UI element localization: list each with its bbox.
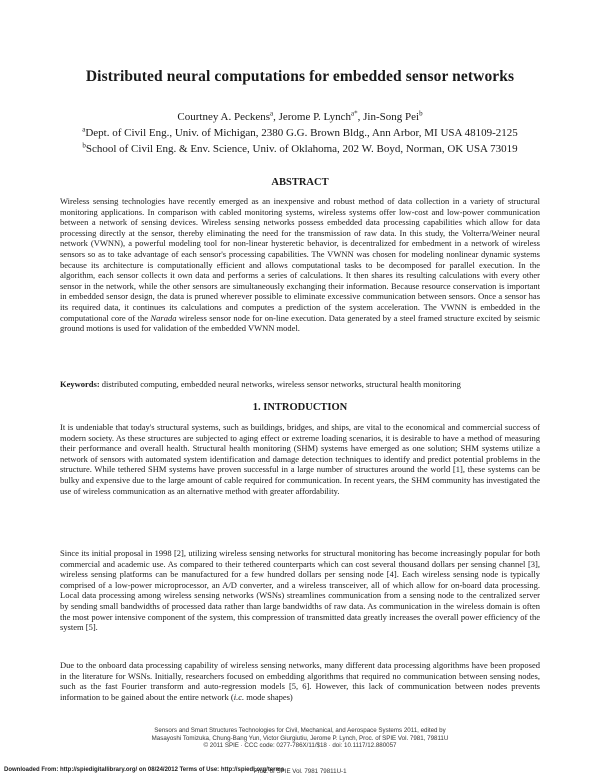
affiliation-superscript: b	[82, 141, 86, 150]
abstract-text: Wireless sensing technologies have recently emerged as an inexpensive and robust method of data collection in a variety of structural monitoring applications. In comparison with cabled monitoring systems, wireless systems offer low-cost and low-power communication between a network of sensing devices. Wireless sensing networks possess embedded data processing capabilities which allow for data processing directly at the sensor, thereby eliminating the need for the transmission of raw data. In this study, the Volterra/Weiner neural network (VWNN), a powerful modeling tool for non-linear hysteretic behavior, is decentralized for embedment in a network of wireless sensors so as to take advantage of each sensor's processing capabilities. The VWNN was chosen for modeling nonlinear dynamic systems because its architecture is computationally efficient and allows computational tasks to be decomposed for parallel execution. In the algorithm, each sensor collects it own data and performs a series of calculations. It then shares its resulting calculations with every other sensor in the network, while the other sensors are simultaneously exchanging their information. Because resource conservation is important in embedded sensor design, the data is pruned wherever possible to eliminate excessive communication between sensors. Once a sensor has its required data, it continues its calculations and computes a prediction of the system acceleration. The VWNN is embedded in the computational core of the	[60, 196, 540, 323]
abstract-body	[60, 196, 540, 334]
publication-footer	[0, 727, 600, 750]
page-number: Proc. of SPIE Vol. 7981 79811U-1	[253, 768, 347, 775]
author-name: Jerome P. Lynch	[278, 111, 352, 123]
intro-paragraph-3-italic: i.c.	[233, 691, 245, 702]
affiliation-a	[0, 127, 600, 139]
download-notice: Downloaded From: http://spiedigitallibrary.org/ on 08/24/2012 Terms of Use: http://spiedl.org/terms	[4, 767, 285, 773]
keywords	[60, 379, 540, 390]
intro-paragraph-3-text-end: mode shapes)	[244, 691, 293, 702]
abstract-heading: ABSTRACT	[271, 177, 329, 188]
footer-line-1: Sensors and Smart Structures Technologies for Civil, Mechanical, and Aerospace Systems 2011, edited by	[154, 727, 446, 734]
author-superscript: b	[419, 109, 423, 118]
author-name: Jin-Song Pei	[363, 111, 420, 123]
author-line: Courtney A. Peckens$^a$, Jerome P. Lynch$^{a*}$, Jin-Song Pei$^b$	[177, 109, 423, 123]
keywords-text: distributed computing, embedded neural networks, wireless sensor networks, structural health monitoring	[99, 379, 461, 389]
paper-title: Distributed neural computations for embedded sensor networks	[85, 68, 515, 85]
abstract-italic-term: Narada	[150, 312, 177, 323]
keywords-label: Keywords:	[60, 379, 100, 389]
affiliation-text: Dept. of Civil Eng., Univ. of Michigan, 2380 G.G. Brown Bldg., Ann Arbor, MI USA 48109-2125	[85, 127, 518, 139]
author-superscript: a*	[351, 109, 358, 118]
affiliation-b	[0, 143, 600, 155]
abstract-text-end: wireless sensor node for on-line execution. Data generated by a steel framed structure excited by seismic ground motions is used for validation of the embedded VWNN model.	[60, 312, 541, 334]
author-superscript: a	[270, 109, 274, 118]
affiliation-superscript: a	[82, 125, 86, 134]
intro-paragraph-3-text: Due to the onboard data processing capability of wireless sensing networks, many different data processing algorithms have been proposed in the literature for WSNs. Initially, researchers focused on embedding algorithms that required no communication between sensing nodes, such as the fast Fourier transform and auto-regression models [5, 6]. However, this lack of communication between nodes prevents information to be gained about the entire network (	[60, 660, 540, 702]
introduction-heading: 1. INTRODUCTION	[252, 402, 348, 413]
intro-paragraph-1: It is undeniable that today's structural systems, such as buildings, bridges, and ships, are vital to the economical and commercial success of modern society. As these structures are subjected to aging effect or extreme loading scenarios, it is desirable to have a method of measuring their performance and overall health. Structural health monitoring (SHM) systems have emerged as one solution; SHM systems utilize a network of sensors with automated system identification and damage detection techniques to identify and predict potential problems in the structure. While tethered SHM systems have proven successful in a large number of structures around the world [1], these systems can be bulky and expensive due to the large amount of cable required for communication. In recent years, the SHM community has investigated the use of wireless communication as an alternative method with greater affordability.	[60, 422, 540, 496]
intro-paragraph-3	[60, 660, 540, 702]
intro-paragraph-2: Since its initial proposal in 1998 [2], utilizing wireless sensing networks for structural monitoring has become increasingly popular for both commercial and academic use. As compared to their tethered counterparts which can cost several thousand dollars per sensing channel [3], wireless sensing platforms can be manufactured for a few hundred dollars per sensing node [4]. Each wireless sensing node is typically comprised of a low-power microprocessor, an A/D converter, and a wireless transceiver, all of which allow for on-board data processing. Local data processing among wireless sensing networks (WSNs) streamlines communication from a sensing node to the centralized server by sending small bandwidths of processed data rather than large bandwidths of raw data. As communication in the wireless domain is often the most power intensive component of the system, this compression of transmitted data greatly increases the overall power efficiency of the system [5].	[60, 548, 540, 633]
footer-line-3: © 2011 SPIE · CCC code: 0277-786X/11/$18 · doi: 10.1117/12.880057	[203, 742, 397, 750]
footer-line-2: Masayoshi Tomizuka, Chung-Bang Yun, Victor Giurgiutiu, Jerome P. Lynch, Proc. of SPIE Vol. 7981, 79811U	[151, 734, 449, 742]
author-name: Courtney A. Peckens	[177, 111, 270, 123]
affiliation-text: School of Civil Eng. & Env. Science, Univ. of Oklahoma, 202 W. Boyd, Norman, OK USA 73019	[85, 143, 518, 155]
